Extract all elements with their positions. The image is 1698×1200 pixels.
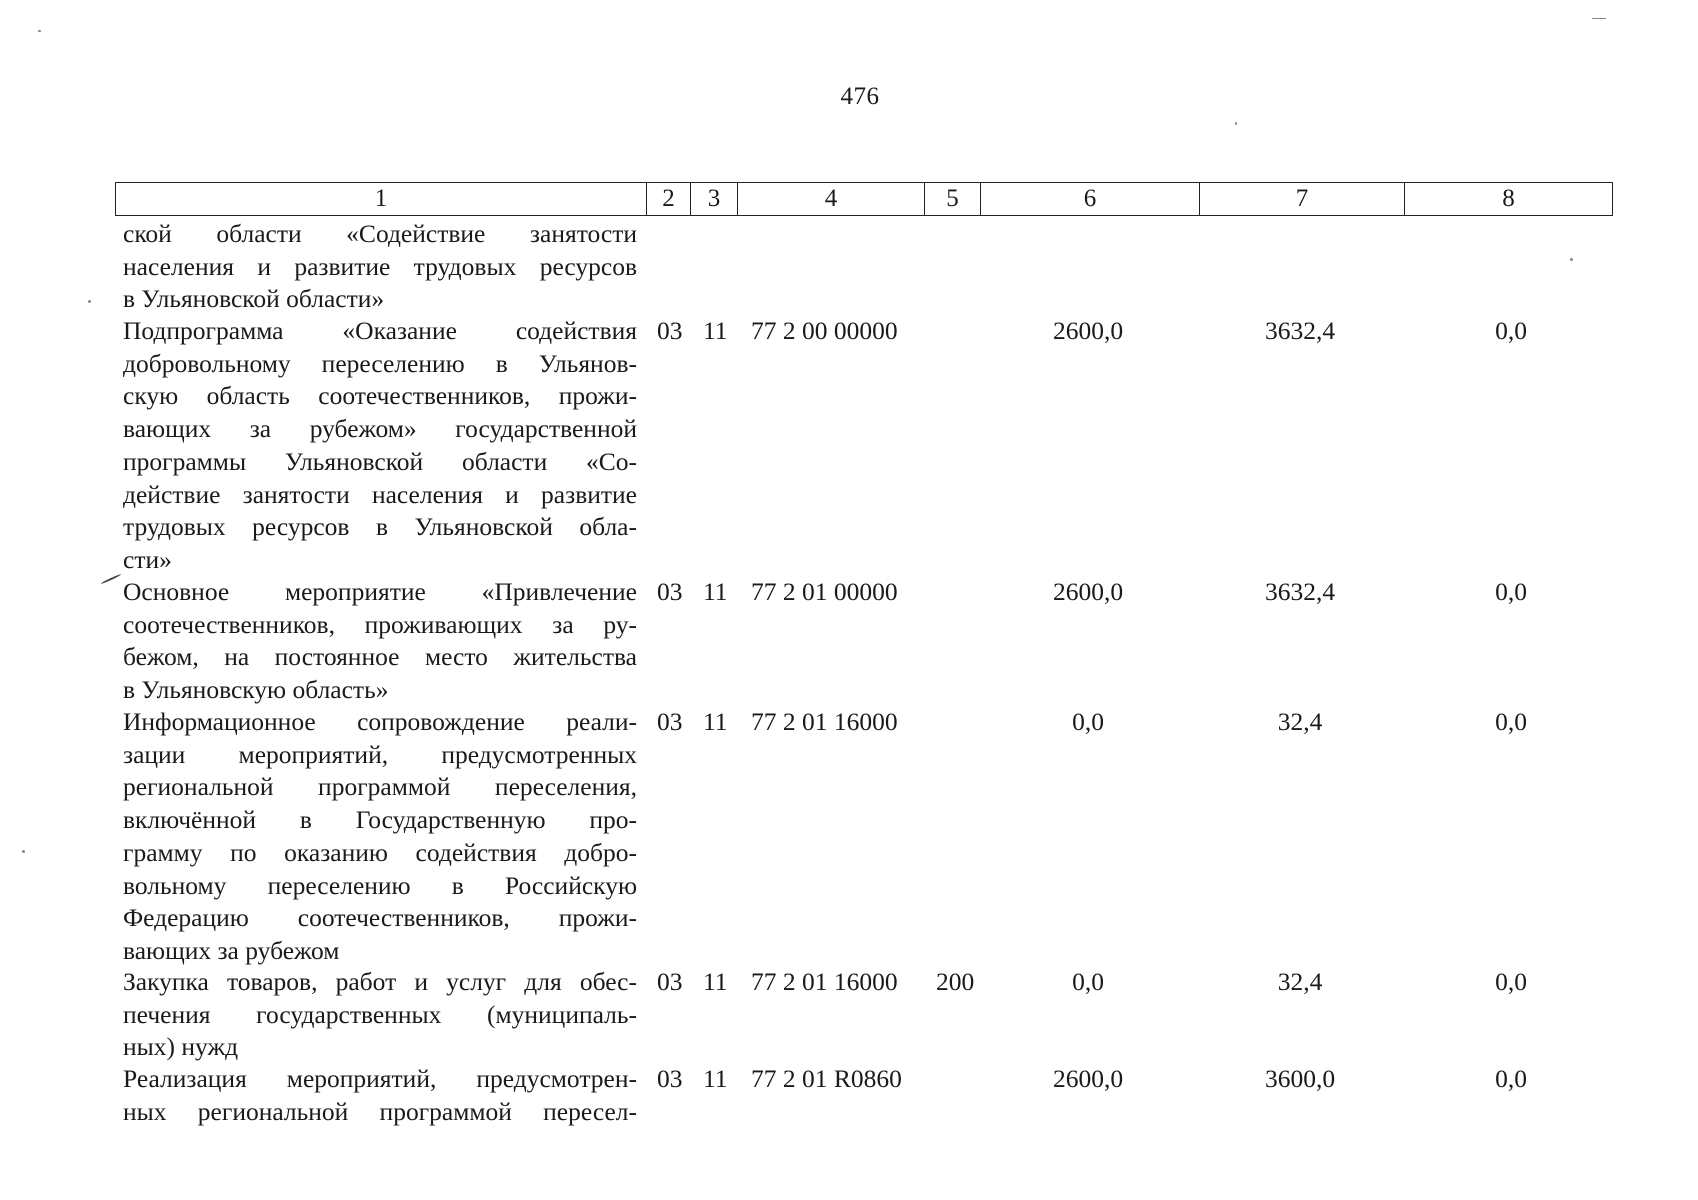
column-header-4: 4 (738, 183, 925, 216)
description-line: ных) нужд (123, 1032, 239, 1062)
amount-col-8: 0,0 (1495, 577, 1527, 606)
description-line: Федерацию соотечественников, прожи- (123, 903, 637, 933)
scan-speck (101, 573, 122, 584)
column-header-7: 7 (1200, 183, 1405, 216)
description-line: Реализация мероприятий, предусмотрен- (123, 1064, 637, 1093)
description-line: вающих за рубежом (123, 935, 340, 965)
amount-col-6: 2600,0 (1052, 316, 1124, 345)
target-article-code: 77 2 01 00000 (751, 577, 898, 606)
section-code: 03 (657, 707, 683, 736)
subsection-code: 11 (703, 1064, 728, 1093)
target-article-code: 77 2 00 00000 (751, 316, 898, 345)
page-number: 476 (840, 83, 880, 110)
amount-col-8: 0,0 (1495, 316, 1527, 345)
description-line: действие занятости населения и развитие (123, 479, 637, 509)
subsection-code: 11 (703, 967, 728, 996)
scan-speck (38, 30, 41, 32)
description-line: в Ульяновской области» (123, 284, 385, 314)
description-line: Основное мероприятие «Привлечение (123, 577, 637, 606)
column-header-2: 2 (647, 183, 691, 216)
description-line: ской области «Содействие занятости (123, 219, 637, 248)
column-header-5: 5 (925, 183, 981, 216)
description-line: включённой в Государственную про- (123, 805, 637, 835)
scan-speck (1570, 258, 1573, 261)
description-line: Закупка товаров, работ и услуг для обес- (123, 967, 637, 996)
row-description (123, 1063, 637, 1128)
description-line: трудовых ресурсов в Ульяновской обла- (123, 512, 637, 542)
amount-col-6: 2600,0 (1052, 1064, 1124, 1093)
target-article-code: 77 2 01 R0860 (751, 1064, 902, 1093)
description-line: вающих за рубежом» государственной (123, 414, 637, 444)
scan-speck (22, 850, 25, 853)
row-description (123, 218, 637, 316)
row-description (123, 966, 637, 1064)
amount-col-6: 0,0 (1072, 707, 1104, 736)
expense-type-code: 200 (936, 967, 975, 996)
column-header-6: 6 (981, 183, 1200, 216)
description-line: бежом, на постоянное место жительства (123, 642, 637, 672)
description-line: скую область соотечественников, прожи- (123, 381, 637, 411)
subsection-code: 11 (703, 707, 728, 736)
scan-speck (88, 300, 91, 303)
description-line: соотечественников, проживающих за ру- (123, 609, 637, 639)
description-line: добровольному переселению в Ульянов- (123, 348, 637, 378)
description-line: грамму по оказанию содействия добро- (123, 837, 637, 867)
description-line: вольному переселению в Российскую (123, 870, 637, 900)
scan-speck (1592, 18, 1606, 19)
column-header-1: 1 (116, 183, 647, 216)
section-code: 03 (657, 316, 683, 345)
row-description (123, 315, 637, 577)
amount-col-7: 32,4 (1277, 707, 1323, 736)
amount-col-7: 3632,4 (1264, 577, 1336, 606)
description-line: региональной программой переселения, (123, 772, 637, 802)
section-code: 03 (657, 577, 683, 606)
column-header-3: 3 (691, 183, 738, 216)
description-line: населения и развитие трудовых ресурсов (123, 251, 637, 281)
subsection-code: 11 (703, 316, 728, 345)
description-line: программы Ульяновской области «Со- (123, 446, 637, 476)
description-line: ных региональной программой пересел- (123, 1096, 637, 1126)
amount-col-8: 0,0 (1495, 1064, 1527, 1093)
description-line: зации мероприятий, предусмотренных (123, 739, 637, 769)
description-line: Подпрограмма «Оказание содействия (123, 316, 637, 345)
target-article-code: 77 2 01 16000 (751, 967, 898, 996)
description-line: сти» (123, 544, 172, 574)
column-header-row (115, 182, 1613, 216)
amount-col-7: 32,4 (1277, 967, 1323, 996)
target-article-code: 77 2 01 16000 (751, 707, 898, 736)
description-line: Информационное сопровождение реали- (123, 707, 637, 736)
amount-col-8: 0,0 (1495, 707, 1527, 736)
row-description (123, 576, 637, 707)
amount-col-7: 3632,4 (1264, 316, 1336, 345)
row-description (123, 706, 637, 968)
description-line: печения государственных (муниципаль- (123, 999, 637, 1029)
column-header-8: 8 (1405, 183, 1613, 216)
section-code: 03 (657, 1064, 683, 1093)
subsection-code: 11 (703, 577, 728, 606)
amount-col-6: 0,0 (1072, 967, 1104, 996)
amount-col-6: 2600,0 (1052, 577, 1124, 606)
scan-speck (1235, 122, 1237, 125)
amount-col-8: 0,0 (1495, 967, 1527, 996)
amount-col-7: 3600,0 (1264, 1064, 1336, 1093)
description-line: в Ульяновскую область» (123, 675, 389, 705)
section-code: 03 (657, 967, 683, 996)
